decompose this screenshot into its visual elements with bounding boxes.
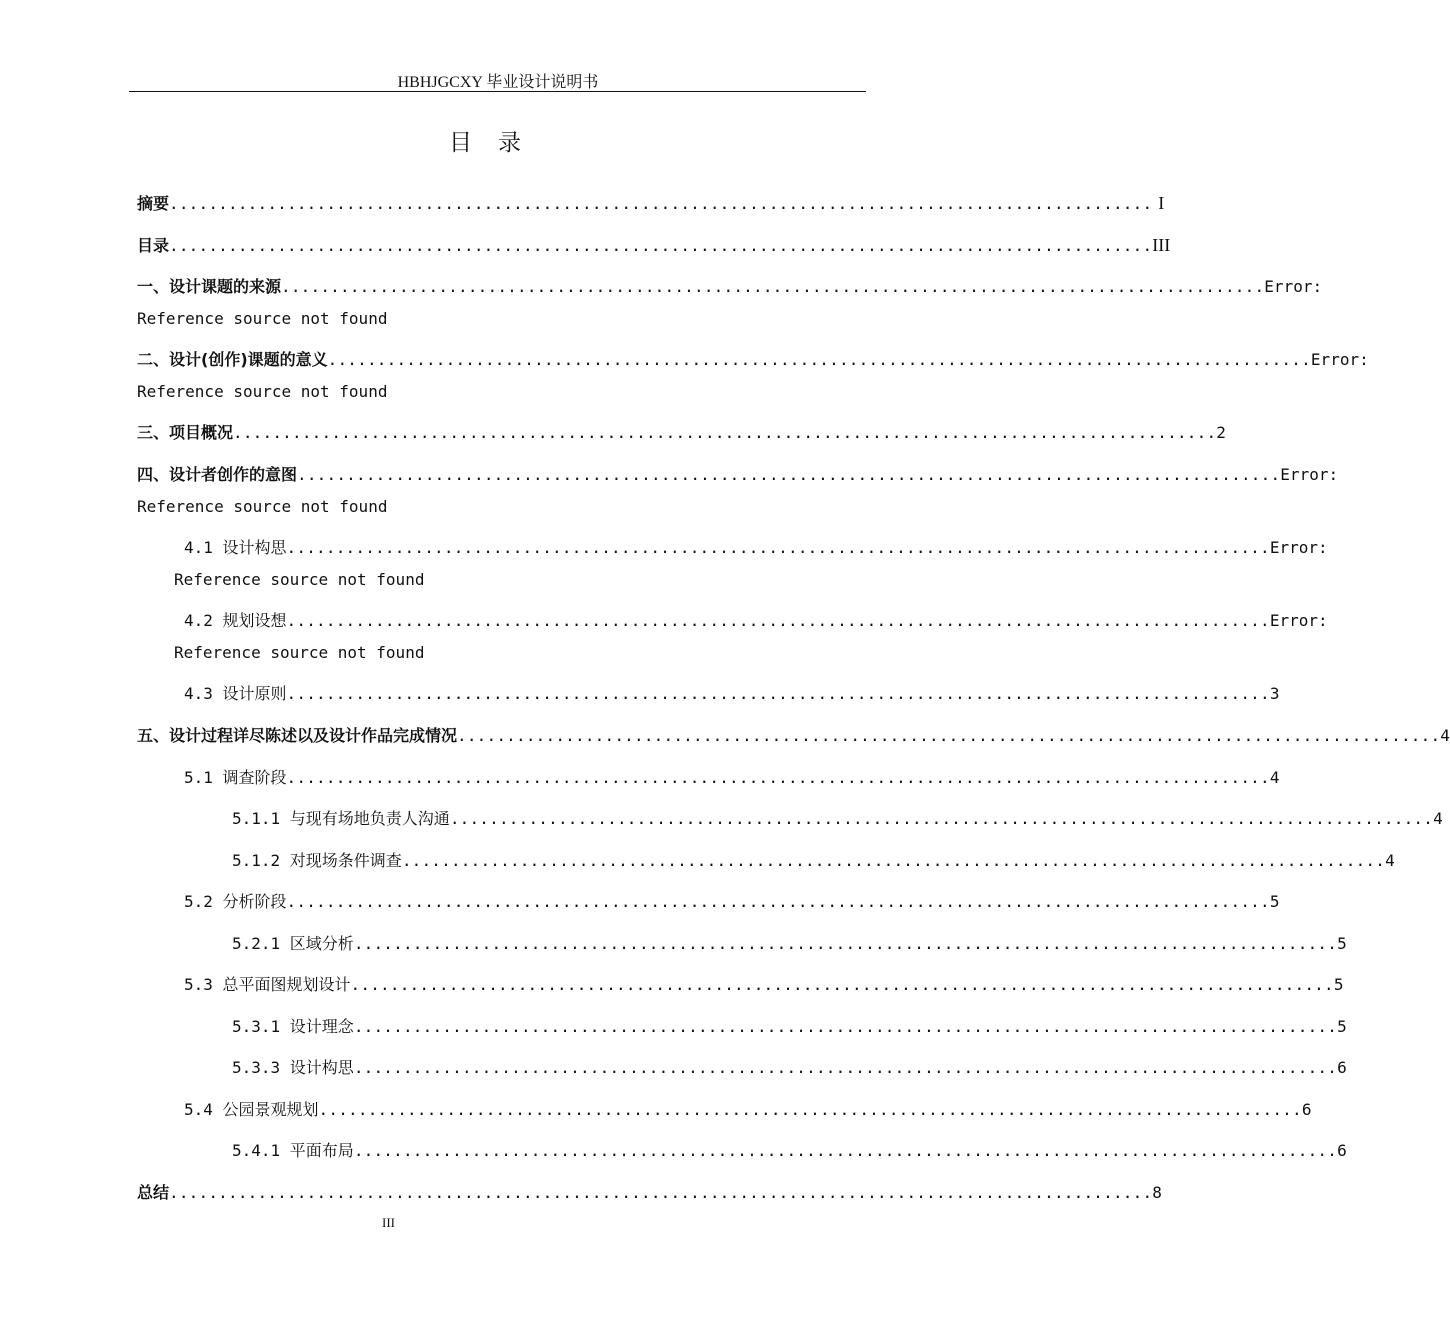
toc-entry-page: Error: xyxy=(1280,465,1339,484)
toc-entry-page: 2 xyxy=(1216,423,1226,442)
toc-entry-page: 5 xyxy=(1337,1017,1347,1036)
toc-entry-4-2[interactable] xyxy=(174,604,1328,676)
toc-entry-page: 3 xyxy=(1269,684,1280,703)
toc-entry-label: 一、设计课题的来源 xyxy=(137,277,282,296)
toc-entry-page: 5 xyxy=(1333,975,1344,994)
dot-leader: .................................................................................................... xyxy=(233,423,1217,442)
dot-leader: .................................................................................................... xyxy=(286,684,1270,703)
toc-entry-5-4-1[interactable] xyxy=(232,1134,1347,1174)
toc-entry-section-4[interactable] xyxy=(137,458,1339,530)
toc-entry-5-4[interactable] xyxy=(184,1093,1312,1133)
toc-entry-label: 总结 xyxy=(137,1183,170,1202)
dot-leader: .................................................................................................... xyxy=(353,1058,1338,1077)
toc-entry-label: 5.2 分析阶段 xyxy=(184,892,287,911)
toc-entry-continuation: Reference source not found xyxy=(137,382,388,401)
toc-entry-5-1[interactable] xyxy=(184,761,1280,801)
toc-entry-page: 4 xyxy=(1440,726,1450,745)
dot-leader: .................................................................................................... xyxy=(327,350,1311,369)
toc-entry-label: 5.4 公园景观规划 xyxy=(184,1100,319,1119)
toc-entry-label: 5.3 总平面图规划设计 xyxy=(184,975,351,994)
dot-leader: .................................................................................................... xyxy=(286,538,1270,557)
header-rule xyxy=(129,91,866,92)
dot-leader: .................................................................................................... xyxy=(457,726,1441,745)
dot-leader: .................................................................................................... xyxy=(353,934,1338,953)
toc-entry-label: 二、设计(创作)课题的意义 xyxy=(137,350,328,369)
toc-entry-label: 5.1 调查阶段 xyxy=(184,768,287,787)
dot-leader: .................................................................................................... xyxy=(297,465,1281,484)
toc-entry-label: 5.1.1 与现有场地负责人沟通 xyxy=(232,809,450,828)
toc-entry-section-3[interactable] xyxy=(137,416,1226,456)
toc-entry-summary[interactable] xyxy=(137,1176,1162,1216)
toc-entry-label: 5.1.2 对现场条件调查 xyxy=(232,851,402,870)
toc-entry-label: 4.2 规划设想 xyxy=(184,611,287,630)
toc-entry-page: 4 xyxy=(1433,809,1443,828)
toc-entry-page: 6 xyxy=(1301,1100,1312,1119)
toc-entry-label: 5.3.3 设计构思 xyxy=(232,1058,354,1077)
toc-entry-section-2[interactable] xyxy=(137,343,1369,415)
toc-entry-label: 4.1 设计构思 xyxy=(184,538,287,557)
toc-entry-5-3[interactable] xyxy=(184,968,1344,1008)
toc-entry-label: 三、项目概况 xyxy=(137,423,234,442)
toc-entry-page: Error: xyxy=(1269,611,1328,630)
toc-entry-label: 四、设计者创作的意图 xyxy=(137,465,298,484)
dot-leader: .................................................................................................... xyxy=(286,768,1270,787)
toc-entry-abstract[interactable] xyxy=(137,186,1165,226)
toc-entry-label: 4.3 设计原则 xyxy=(184,684,287,703)
toc-entry-section-1[interactable] xyxy=(137,270,1323,342)
toc-entry-5-2[interactable] xyxy=(184,885,1280,925)
toc-entry-page: I xyxy=(1158,193,1165,213)
dot-leader: .................................................................................................... xyxy=(318,1100,1302,1119)
toc-entry-contents[interactable] xyxy=(137,228,1171,268)
toc-entry-continuation: Reference source not found xyxy=(137,309,388,328)
toc-entry-label: 5.3.1 设计理念 xyxy=(232,1017,354,1036)
toc-entry-4-1[interactable] xyxy=(174,531,1328,603)
toc-entry-page: Error: xyxy=(1264,277,1323,296)
running-header: HBHJGCXY 毕业设计说明书 xyxy=(397,74,599,91)
dot-leader: .................................................................................................... xyxy=(169,1183,1153,1202)
dot-leader: .................................................................................................... xyxy=(401,851,1386,870)
toc-title: 目录 xyxy=(449,130,547,156)
toc-entry-continuation: Reference source not found xyxy=(174,570,425,589)
toc-entry-section-5[interactable] xyxy=(137,719,1450,759)
dot-leader: .................................................................................................... xyxy=(169,194,1153,213)
toc-entry-continuation: Reference source not found xyxy=(137,497,388,516)
toc-entry-page: 4 xyxy=(1385,851,1395,870)
toc-entry-continuation: Reference source not found xyxy=(174,643,425,662)
toc-entry-page: Error: xyxy=(1310,350,1369,369)
dot-leader: .................................................................................................... xyxy=(353,1017,1338,1036)
toc-entry-page: 4 xyxy=(1269,768,1280,787)
dot-leader: .................................................................................................... xyxy=(353,1141,1338,1160)
dot-leader: .................................................................................................... xyxy=(449,809,1434,828)
dot-leader: .................................................................................................... xyxy=(286,892,1270,911)
toc-entry-label: 摘要 xyxy=(137,194,170,213)
toc-entry-label: 5.2.1 区域分析 xyxy=(232,934,354,953)
toc-entry-5-3-1[interactable] xyxy=(232,1010,1347,1050)
toc-entry-page: 8 xyxy=(1152,1183,1162,1202)
toc-entry-5-1-2[interactable] xyxy=(232,844,1395,884)
dot-leader: .................................................................................................... xyxy=(286,611,1270,630)
toc-entry-5-3-3[interactable] xyxy=(232,1051,1347,1091)
toc-entry-label: 目录 xyxy=(137,236,170,255)
toc-entry-page: III xyxy=(1152,235,1171,255)
page-number: III xyxy=(382,1215,395,1230)
toc-entry-page: Error: xyxy=(1269,538,1328,557)
toc-entry-page: 6 xyxy=(1337,1141,1347,1160)
toc-entry-5-1-1[interactable] xyxy=(232,802,1443,842)
dot-leader: .................................................................................................... xyxy=(281,277,1265,296)
toc-entry-4-3[interactable] xyxy=(184,677,1280,717)
toc-entry-label: 5.4.1 平面布局 xyxy=(232,1141,354,1160)
toc-entry-page: 5 xyxy=(1337,934,1347,953)
dot-leader: .................................................................................................... xyxy=(169,236,1153,255)
dot-leader: .................................................................................................... xyxy=(350,975,1334,994)
toc-entry-page: 6 xyxy=(1337,1058,1347,1077)
toc-entry-label: 五、设计过程详尽陈述以及设计作品完成情况 xyxy=(137,726,458,745)
toc-entry-5-2-1[interactable] xyxy=(232,927,1347,967)
toc-entry-page: 5 xyxy=(1269,892,1280,911)
